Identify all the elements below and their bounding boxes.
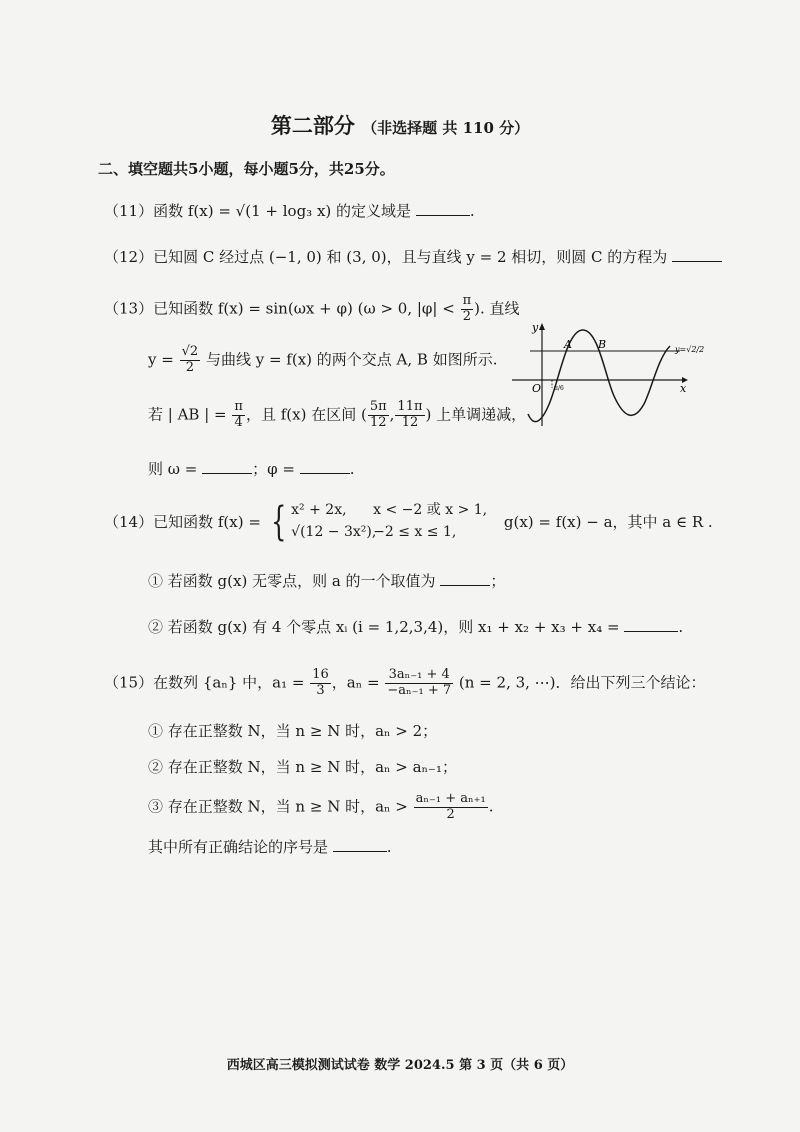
part-subtitle: （非选择题 共 110 分） xyxy=(362,119,530,137)
answer-blank[interactable] xyxy=(440,571,490,586)
origin-label: O xyxy=(532,382,542,395)
question-text: y = xyxy=(148,350,174,369)
question-text: 其中所有正确结论的序号是 xyxy=(148,838,329,856)
question-text: 则 ω = xyxy=(148,460,198,478)
conclusion-3 xyxy=(148,792,493,823)
part-title-main: 第二部分 xyxy=(270,113,355,138)
line-label: y=√2/2 xyxy=(675,345,705,354)
part-title xyxy=(0,110,800,140)
case-expression: √(12 − 3x²), xyxy=(291,523,377,540)
question-end: . xyxy=(349,460,355,478)
question-text: ，aₙ = xyxy=(331,673,380,692)
denominator: 12 xyxy=(401,414,419,430)
conclusion-1: ① 存在正整数 N，当 n ≥ N 时，aₙ > 2； xyxy=(148,722,438,740)
fraction-11pi-over-12 xyxy=(395,400,424,431)
fraction-pi-over-4 xyxy=(232,400,245,431)
question-end: . xyxy=(488,797,494,816)
case-expression: x² + 2x, xyxy=(291,502,347,518)
case-condition: −2 ≤ x ≤ 1, xyxy=(373,523,457,540)
question-text: ). 直线 xyxy=(474,299,520,318)
question-14-part-2 xyxy=(148,616,683,637)
fraction-pi-over-2 xyxy=(461,294,474,325)
answer-blank[interactable] xyxy=(416,201,470,216)
point-a-label: A xyxy=(564,338,572,351)
fraction-5pi-over-12 xyxy=(368,400,389,431)
answer-blank[interactable] xyxy=(333,837,387,852)
numerator: √2 xyxy=(181,344,199,359)
question-15 xyxy=(104,668,706,699)
question-number: （13） xyxy=(104,299,154,318)
question-end: . xyxy=(386,838,392,856)
denominator: 2 xyxy=(185,359,195,375)
y-axis-label: y xyxy=(532,321,539,334)
question-text: 与曲线 y = f(x) 的两个交点 A, B 如图所示. xyxy=(205,350,498,369)
denominator: 12 xyxy=(369,414,387,430)
piecewise-case-1 xyxy=(291,500,487,522)
fraction-sqrt2-over-2 xyxy=(180,345,201,376)
question-number: （15） xyxy=(104,673,154,692)
question-12 xyxy=(104,246,722,267)
question-text: ；φ = xyxy=(252,460,295,478)
numerator: 5π xyxy=(369,399,387,414)
question-end: ； xyxy=(490,572,506,590)
question-number: （12） xyxy=(104,248,154,266)
question-number: （14） xyxy=(104,513,154,532)
numerator: 11π xyxy=(397,399,423,414)
denominator: 2 xyxy=(446,806,455,822)
numerator: 3aₙ₋₁ + 4 xyxy=(385,668,453,684)
question-text: 在数列 {aₙ} 中，a₁ = xyxy=(153,673,305,692)
question-text: ③ 存在正整数 N，当 n ≥ N 时，aₙ > xyxy=(148,797,408,816)
question-text: 已知函数 f(x) = sin(ωx + φ) (ω > 0, |φ| < xyxy=(153,299,455,318)
question-end: . xyxy=(678,618,684,636)
question-text: (n = 2, 3, ⋯)．给出下列三个结论： xyxy=(458,673,706,692)
sine-graph-figure xyxy=(512,318,712,428)
piecewise-case-2 xyxy=(291,522,487,544)
piecewise-brace: { xyxy=(270,498,287,545)
numerator: 16 xyxy=(312,667,329,682)
question-11 xyxy=(104,200,475,221)
question-text: g(x) = f(x) − a，其中 a ∈ R . xyxy=(503,513,713,532)
answer-blank[interactable] xyxy=(672,247,722,262)
fraction-average xyxy=(414,792,488,823)
question-14 xyxy=(104,500,713,543)
question-end: . xyxy=(469,202,475,220)
piecewise-cases xyxy=(291,500,487,543)
case-condition: x < −2 或 x > 1, xyxy=(373,502,488,518)
question-text: 已知圆 C 经过点 (−1, 0) 和 (3, 0)，且与直线 y = 2 相切，则圆 C 的方程为 xyxy=(153,248,668,266)
point-b-label: B xyxy=(598,338,607,351)
question-text: 若 | AB | = xyxy=(148,405,227,424)
fraction-16-over-3 xyxy=(310,668,331,699)
interval-separator: , xyxy=(389,405,395,424)
numerator: π xyxy=(234,399,243,414)
denominator: −aₙ₋₁ + 7 xyxy=(387,682,452,698)
question-14-part-1 xyxy=(148,570,505,591)
question-text: ，且 f(x) 在区间 ( xyxy=(245,405,367,424)
question-number: （11） xyxy=(104,202,154,220)
numerator: π xyxy=(462,293,472,308)
y-axis-arrow xyxy=(539,323,545,330)
answer-blank-phi[interactable] xyxy=(300,459,350,474)
answer-blank[interactable] xyxy=(624,617,678,632)
denominator: 2 xyxy=(462,308,472,324)
question-text: 已知函数 f(x) = xyxy=(153,513,261,532)
question-text: ② 若函数 g(x) 有 4 个零点 xᵢ (i = 1,2,3,4)，则 x₁ + x₂ + x₃ + x₄ = xyxy=(148,618,620,636)
fraction-recurrence xyxy=(385,668,453,699)
question-13-line-3 xyxy=(148,400,526,431)
question-text: ① 若函数 g(x) 无零点，则 a 的一个取值为 xyxy=(148,572,436,590)
tick-label: π/6 xyxy=(554,385,564,392)
question-text: ) 上单调递减， xyxy=(425,405,527,424)
x-axis-label: x xyxy=(680,382,687,395)
question-text: 函数 f(x) = √(1 + log₃ x) 的定义域是 xyxy=(153,202,412,220)
denominator: 4 xyxy=(234,414,243,430)
denominator: 3 xyxy=(316,682,325,698)
conclusion-2: ② 存在正整数 N，当 n ≥ N 时，aₙ > aₙ₋₁； xyxy=(148,758,457,776)
question-15-final xyxy=(148,836,392,857)
page-footer: 西城区高三模拟测试试卷 数学 2024.5 第 3 页（共 6 页） xyxy=(226,1058,574,1073)
question-13-line-2 xyxy=(148,345,497,376)
question-13-line-1 xyxy=(104,294,520,325)
numerator: aₙ₋₁ + aₙ₊₁ xyxy=(415,791,486,806)
answer-blank-omega[interactable] xyxy=(202,459,252,474)
question-13-line-4 xyxy=(148,458,355,479)
section-heading: 二、填空题共5小题，每小题5分，共25分。 xyxy=(98,160,395,178)
